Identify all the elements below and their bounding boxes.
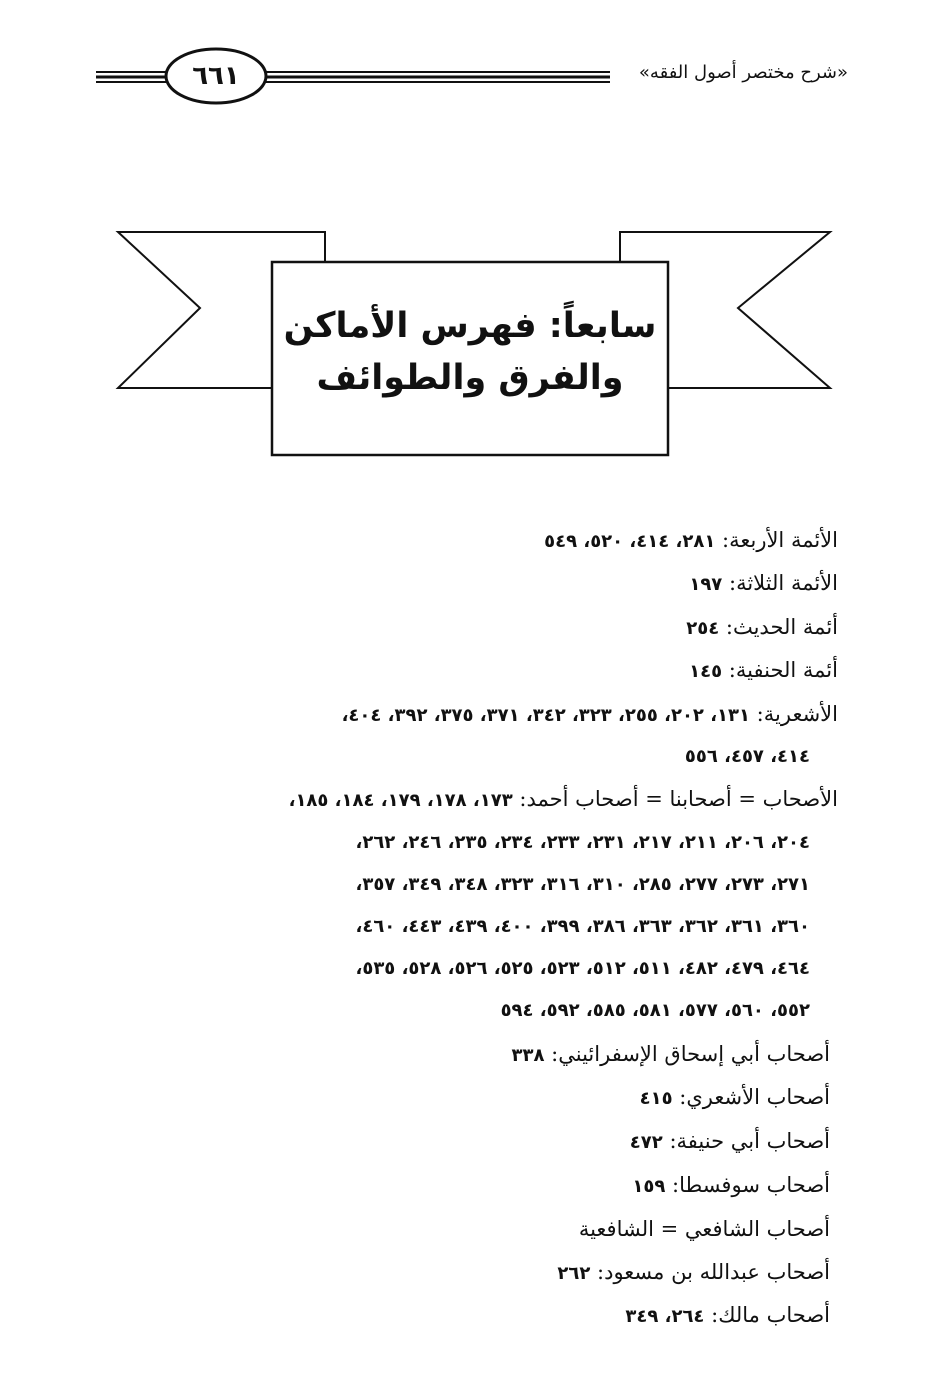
index-entry-continuation — [501, 994, 810, 1026]
index-entry — [579, 1214, 830, 1246]
index-entry: أصحاب مالك: ٢٦٤، ٣٤٩ — [625, 1303, 830, 1327]
entry-term: أصحاب أبي إسحاق الإسفرائيني — [558, 1042, 830, 1066]
entry-pages: ١٧٣، ١٧٨، ١٧٩، ١٨٤، ١٨٥، — [288, 790, 513, 811]
entry-term: الأئمة الثلاثة — [736, 571, 838, 595]
entry-pages: ٢٠٤، ٢٠٦، ٢١١، ٢١٧، ٢٣١، ٢٣٣، ٢٣٤، ٢٣٥، ٢٤٦، ٢٦٢، — [355, 832, 810, 853]
entry-pages: ٢٦٢ — [557, 1263, 591, 1284]
index-entry: أصحاب الأشعري: ٤١٥ — [639, 1085, 830, 1109]
index-entry: أصحاب عبدالله بن مسعود: ٢٦٢ — [557, 1260, 830, 1284]
entry-term: الأصحاب = أصحابنا = أصحاب أحمد — [526, 787, 838, 811]
section-title — [272, 300, 668, 404]
index-entry: الأئمة الثلاثة: ١٩٧ — [689, 571, 838, 595]
index-entry-continuation — [355, 952, 810, 984]
entry-term: أصحاب الأشعري — [686, 1085, 830, 1109]
entry-pages: ٢٦٤، ٣٤٩ — [625, 1306, 705, 1327]
index-entry-continuation — [355, 910, 810, 942]
entry-pages: ٤١٥ — [639, 1088, 673, 1109]
entry-pages: ٤٧٢ — [629, 1132, 663, 1153]
entry-pages: ٤١٤، ٤٥٧، ٥٥٦ — [684, 746, 810, 767]
index-entry-continuation — [685, 740, 810, 772]
section-title-line-2: والفرق والطوائف — [316, 358, 624, 398]
entry-pages: ٥٥٢، ٥٦٠، ٥٧٧، ٥٨١، ٥٨٥، ٥٩٢، ٥٩٤ — [500, 1000, 810, 1021]
index-entry: أصحاب أبي إسحاق الإسفرائيني: ٣٣٨ — [511, 1042, 830, 1066]
entry-pages: ٣٣٨ — [511, 1045, 545, 1066]
entry-pages: ٣٦٠، ٣٦١، ٣٦٢، ٣٦٣، ٣٨٦، ٣٩٩، ٤٠٠، ٤٣٩، ٤٤٣، ٤٦٠، — [355, 916, 810, 937]
index-entry-continuation — [355, 826, 810, 858]
entry-pages: ١٥٩ — [632, 1176, 666, 1197]
entry-term: أصحاب الشافعي = الشافعية — [578, 1217, 830, 1241]
entry-pages: ١٤٥ — [689, 661, 723, 682]
index-entry: أئمة الحديث: ٢٥٤ — [686, 615, 838, 639]
entry-term: أصحاب سوفسطا — [679, 1173, 830, 1197]
entry-term: أصحاب عبدالله بن مسعود — [604, 1260, 830, 1284]
index-entry: الأشعرية: ١٣١، ٢٠٢، ٢٥٥، ٣٢٣، ٣٤٢، ٣٧١، ٣٧٥، ٣٩٢، ٤٠٤، — [341, 702, 838, 726]
page-number: ٦٦١ — [192, 61, 240, 91]
section-ribbon — [0, 0, 950, 480]
entry-term: الأشعرية — [763, 702, 838, 726]
entry-pages: ٢٨١، ٤١٤، ٥٢٠، ٥٤٩ — [544, 531, 716, 552]
index-entry: الأئمة الأربعة: ٢٨١، ٤١٤، ٥٢٠، ٥٤٩ — [544, 528, 838, 552]
entry-pages: ١٣١، ٢٠٢، ٢٥٥، ٣٢٣، ٣٤٢، ٣٧١، ٣٧٥، ٣٩٢، ٤٠٤، — [341, 705, 750, 726]
index-entry: الأصحاب = أصحابنا = أصحاب أحمد: ١٧٣، ١٧٨، ١٧٩، ١٨٤، ١٨٥، — [288, 787, 838, 811]
index-entry-continuation — [355, 868, 810, 900]
entry-term: أئمة الحديث — [732, 615, 838, 639]
entry-pages: ٢٥٤ — [686, 618, 720, 639]
entry-term: أئمة الحنفية — [735, 658, 838, 682]
index-entry: أصحاب أبي حنيفة: ٤٧٢ — [629, 1129, 830, 1153]
index-entry: أئمة الحنفية: ١٤٥ — [689, 658, 838, 682]
entry-term: الأئمة الأربعة — [729, 528, 838, 552]
entry-pages: ١٩٧ — [689, 574, 723, 595]
entry-pages: ٤٦٤، ٤٧٩، ٤٨٢، ٥١١، ٥١٢، ٥٢٣، ٥٢٥، ٥٢٦، ٥٢٨، ٥٣٥، — [355, 958, 810, 979]
entry-term: أصحاب مالك — [718, 1303, 830, 1327]
entry-pages: ٢٧١، ٢٧٣، ٢٧٧، ٢٨٥، ٣١٠، ٣١٦، ٣٢٣، ٣٤٨، ٣٤٩، ٣٥٧، — [355, 874, 810, 895]
running-title: «شرح مختصر أصول الفقه» — [638, 62, 848, 83]
section-title-line-1: سابعاً: فهرس الأماكن — [283, 306, 657, 346]
entry-term: أصحاب أبي حنيفة — [676, 1129, 830, 1153]
index-entry: أصحاب سوفسطا: ١٥٩ — [632, 1173, 830, 1197]
